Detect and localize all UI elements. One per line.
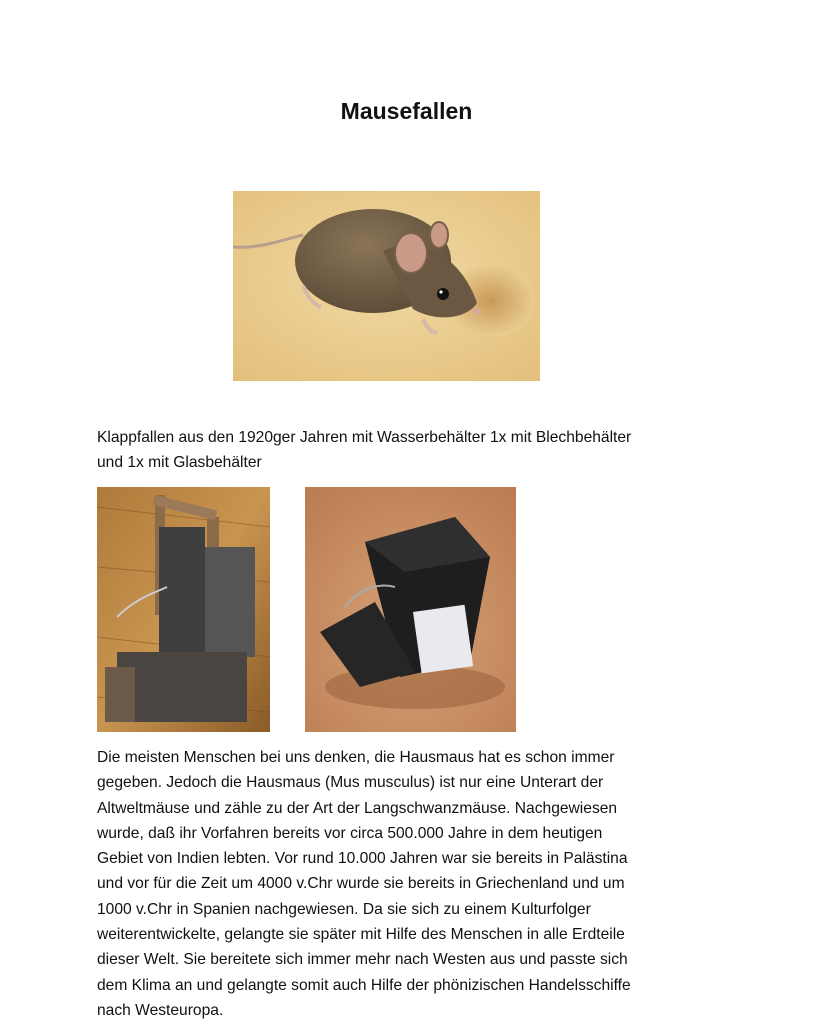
body-paragraph: [97, 745, 737, 1023]
body-line: dieser Welt. Sie bereitete sich immer mehr nach Westen aus und passte sich: [97, 951, 628, 969]
body-line: und vor für die Zeit um 4000 v.Chr wurde sie bereits in Griechenland und um: [97, 875, 625, 893]
black-tin-trap-photo: [305, 487, 516, 732]
caption-line: und 1x mit Glasbehälter: [97, 454, 262, 472]
body-line: gegeben. Jedoch die Hausmaus (Mus musculus) ist nur eine Unterart der: [97, 774, 604, 792]
house-mouse-photo: [233, 191, 540, 381]
caption-line: Klappfallen aus den 1920ger Jahren mit Wasserbehälter 1x mit Blechbehälter: [97, 429, 632, 446]
page-title: Mausefallen: [340, 98, 473, 124]
body-line: Die meisten Menschen bei uns denken, die Hausmaus hat es schon immer: [97, 749, 615, 766]
wooden-trap-photo: [97, 487, 270, 732]
body-line: Altweltmäuse und zähle zu der Art der Langschwanzmäuse. Nachgewiesen: [97, 799, 618, 817]
trap-caption: [97, 425, 737, 476]
body-line: weiterentwickelte, gelangte sie später mit Hilfe des Menschen in alle Erdteile: [97, 926, 625, 944]
body-line: dem Klima an und gelangte somit auch Hilfe der phönizischen Handelsschiffe: [97, 976, 631, 994]
body-line: Gebiet von Indien lebten. Vor rund 10.000 Jahren war sie bereits in Palästina: [97, 850, 628, 868]
body-line: nach Westeuropa.: [97, 1001, 224, 1019]
body-line: wurde, daß ihr Vorfahren bereits vor circa 500.000 Jahre in dem heutigen: [97, 824, 603, 842]
body-line: 1000 v.Chr in Spanien nachgewiesen. Da sie sich zu einem Kulturfolger: [97, 900, 591, 918]
